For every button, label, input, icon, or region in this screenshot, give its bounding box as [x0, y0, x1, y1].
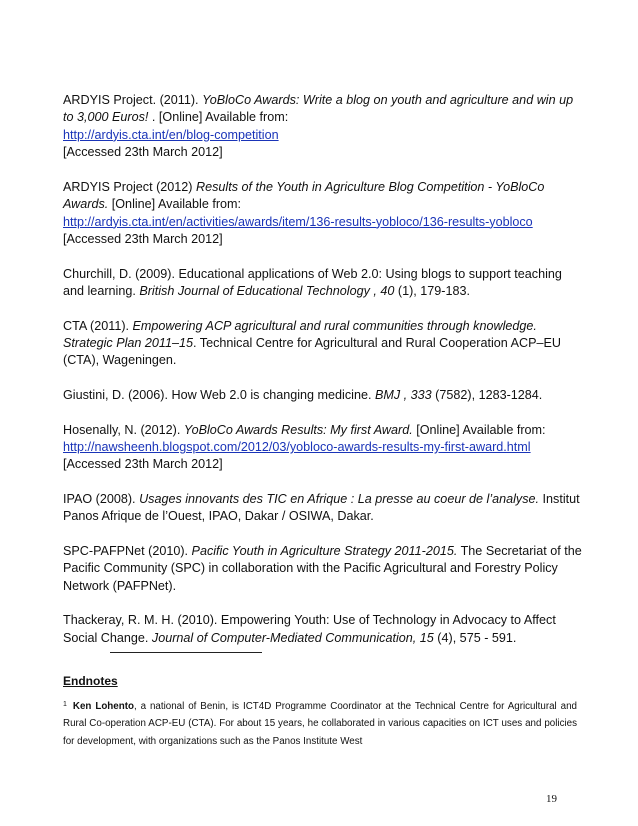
reference-tail: (4), 575 - 591.: [433, 630, 517, 645]
reference-text: [63, 92, 583, 127]
reference-tail: . [Online] Available from:: [148, 110, 289, 125]
reference-title: Pacific Youth in Agriculture Strategy 2011-2015.: [191, 544, 458, 559]
reference-accessed: [Accessed 23th March 2012]: [63, 145, 223, 160]
reference-text: [63, 318, 583, 370]
reference-tail: The Secretariat of the Pacific Community (SPC) in collaboration with the Pacific Agricultural and Forestry Policy Network (PAFPNet).: [63, 544, 582, 593]
reference-text: [63, 387, 583, 404]
endnotes-heading: Endnotes: [63, 674, 118, 688]
reference-url-link[interactable]: http://nawsheenh.blogspot.com/2012/03/yobloco-awards-results-my-first-award.html: [63, 440, 531, 455]
reference-title: YoBloCo Awards: Write a blog on youth and agriculture and win up to 3,000 Euros!: [63, 93, 574, 125]
reference-tail: . Technical Centre for Agricultural and Rural Cooperation ACP–EU (CTA), Wageningen.: [63, 336, 561, 368]
reference-lead: Thackeray, R. M. H. (2010). Empowering Youth: Use of Technology in Advocacy to Affect Social Change.: [63, 613, 556, 645]
reference-lead: SPC-PAFPNet (2010).: [63, 544, 192, 559]
reference-entry: [63, 491, 583, 526]
reference-lead: CTA (2011).: [63, 318, 133, 333]
reference-entry: [63, 266, 583, 301]
endnote-separator-rule: [110, 652, 262, 653]
reference-tail: [Online] Available from:: [108, 197, 242, 212]
reference-accessed: [Accessed 23th March 2012]: [63, 232, 223, 247]
reference-title: Results of the Youth in Agriculture Blog Competition - YoBloCo Awards.: [63, 179, 545, 212]
reference-lead: ARDYIS Project (2012): [63, 179, 196, 194]
reference-accessed: [Accessed 23th March 2012]: [63, 457, 223, 472]
page-number: 19: [546, 793, 557, 805]
reference-title: Journal of Computer-Mediated Communication, 15: [151, 630, 434, 645]
reference-text: [63, 612, 583, 647]
reference-text: [63, 422, 583, 439]
references-list: [63, 92, 583, 664]
endnote-text: [63, 698, 577, 750]
endnote-marker: 1: [63, 701, 67, 708]
reference-tail: (7582), 1283-1284.: [431, 388, 543, 403]
reference-entry: [63, 92, 583, 162]
endnote-body: , a national of Benin, is ICT4D Programme Coordinator at the Technical Centre for Agricultural and Rural Co-operation ACP-EU (CTA). For about 15 years, he collaborated in various capacities on ICT uses and policies for development, with organizations such as the Panos Institute West: [63, 701, 577, 747]
reference-entry: [63, 543, 583, 595]
endnote-author-name: Ken Lohento: [72, 701, 134, 712]
reference-title: Usages innovants des TIC en Afrique : La presse au coeur de l’analyse.: [139, 492, 540, 507]
reference-tail: Institut Panos Afrique de l’Ouest, IPAO, Dakar / OSIWA, Dakar.: [63, 492, 580, 524]
reference-text: [63, 179, 583, 214]
reference-title: YoBloCo Awards Results: My first Award.: [183, 422, 413, 437]
reference-lead: ARDYIS Project. (2011).: [63, 93, 203, 107]
reference-entry: [63, 387, 583, 404]
reference-text: [63, 543, 583, 595]
reference-entry: [63, 318, 583, 370]
reference-tail: [Online] Available from:: [412, 422, 546, 437]
reference-title: BMJ , 333: [374, 388, 432, 403]
reference-lead: Giustini, D. (2006). How Web 2.0 is changing medicine.: [63, 388, 375, 403]
reference-url-link[interactable]: http://ardyis.cta.int/en/activities/awards/item/136-results-yobloco/136-results-yobloco: [63, 214, 533, 229]
reference-lead: Churchill, D. (2009). Educational applications of Web 2.0: Using blogs to support teaching and learning.: [63, 266, 562, 299]
reference-title: Empowering ACP agricultural and rural communities through knowledge. Strategic Plan 2011–15: [63, 318, 537, 351]
reference-lead: IPAO (2008).: [63, 492, 140, 507]
reference-url-link[interactable]: http://ardyis.cta.int/en/blog-competition: [63, 127, 279, 142]
reference-tail: (1), 179-183.: [394, 284, 471, 299]
reference-text: [63, 491, 583, 526]
reference-text: [63, 266, 583, 301]
reference-entry: [63, 612, 583, 647]
reference-title: British Journal of Educational Technology , 40: [139, 284, 395, 299]
reference-entry: [63, 422, 583, 474]
reference-lead: Hosenally, N. (2012).: [63, 422, 184, 437]
reference-entry: [63, 179, 583, 249]
